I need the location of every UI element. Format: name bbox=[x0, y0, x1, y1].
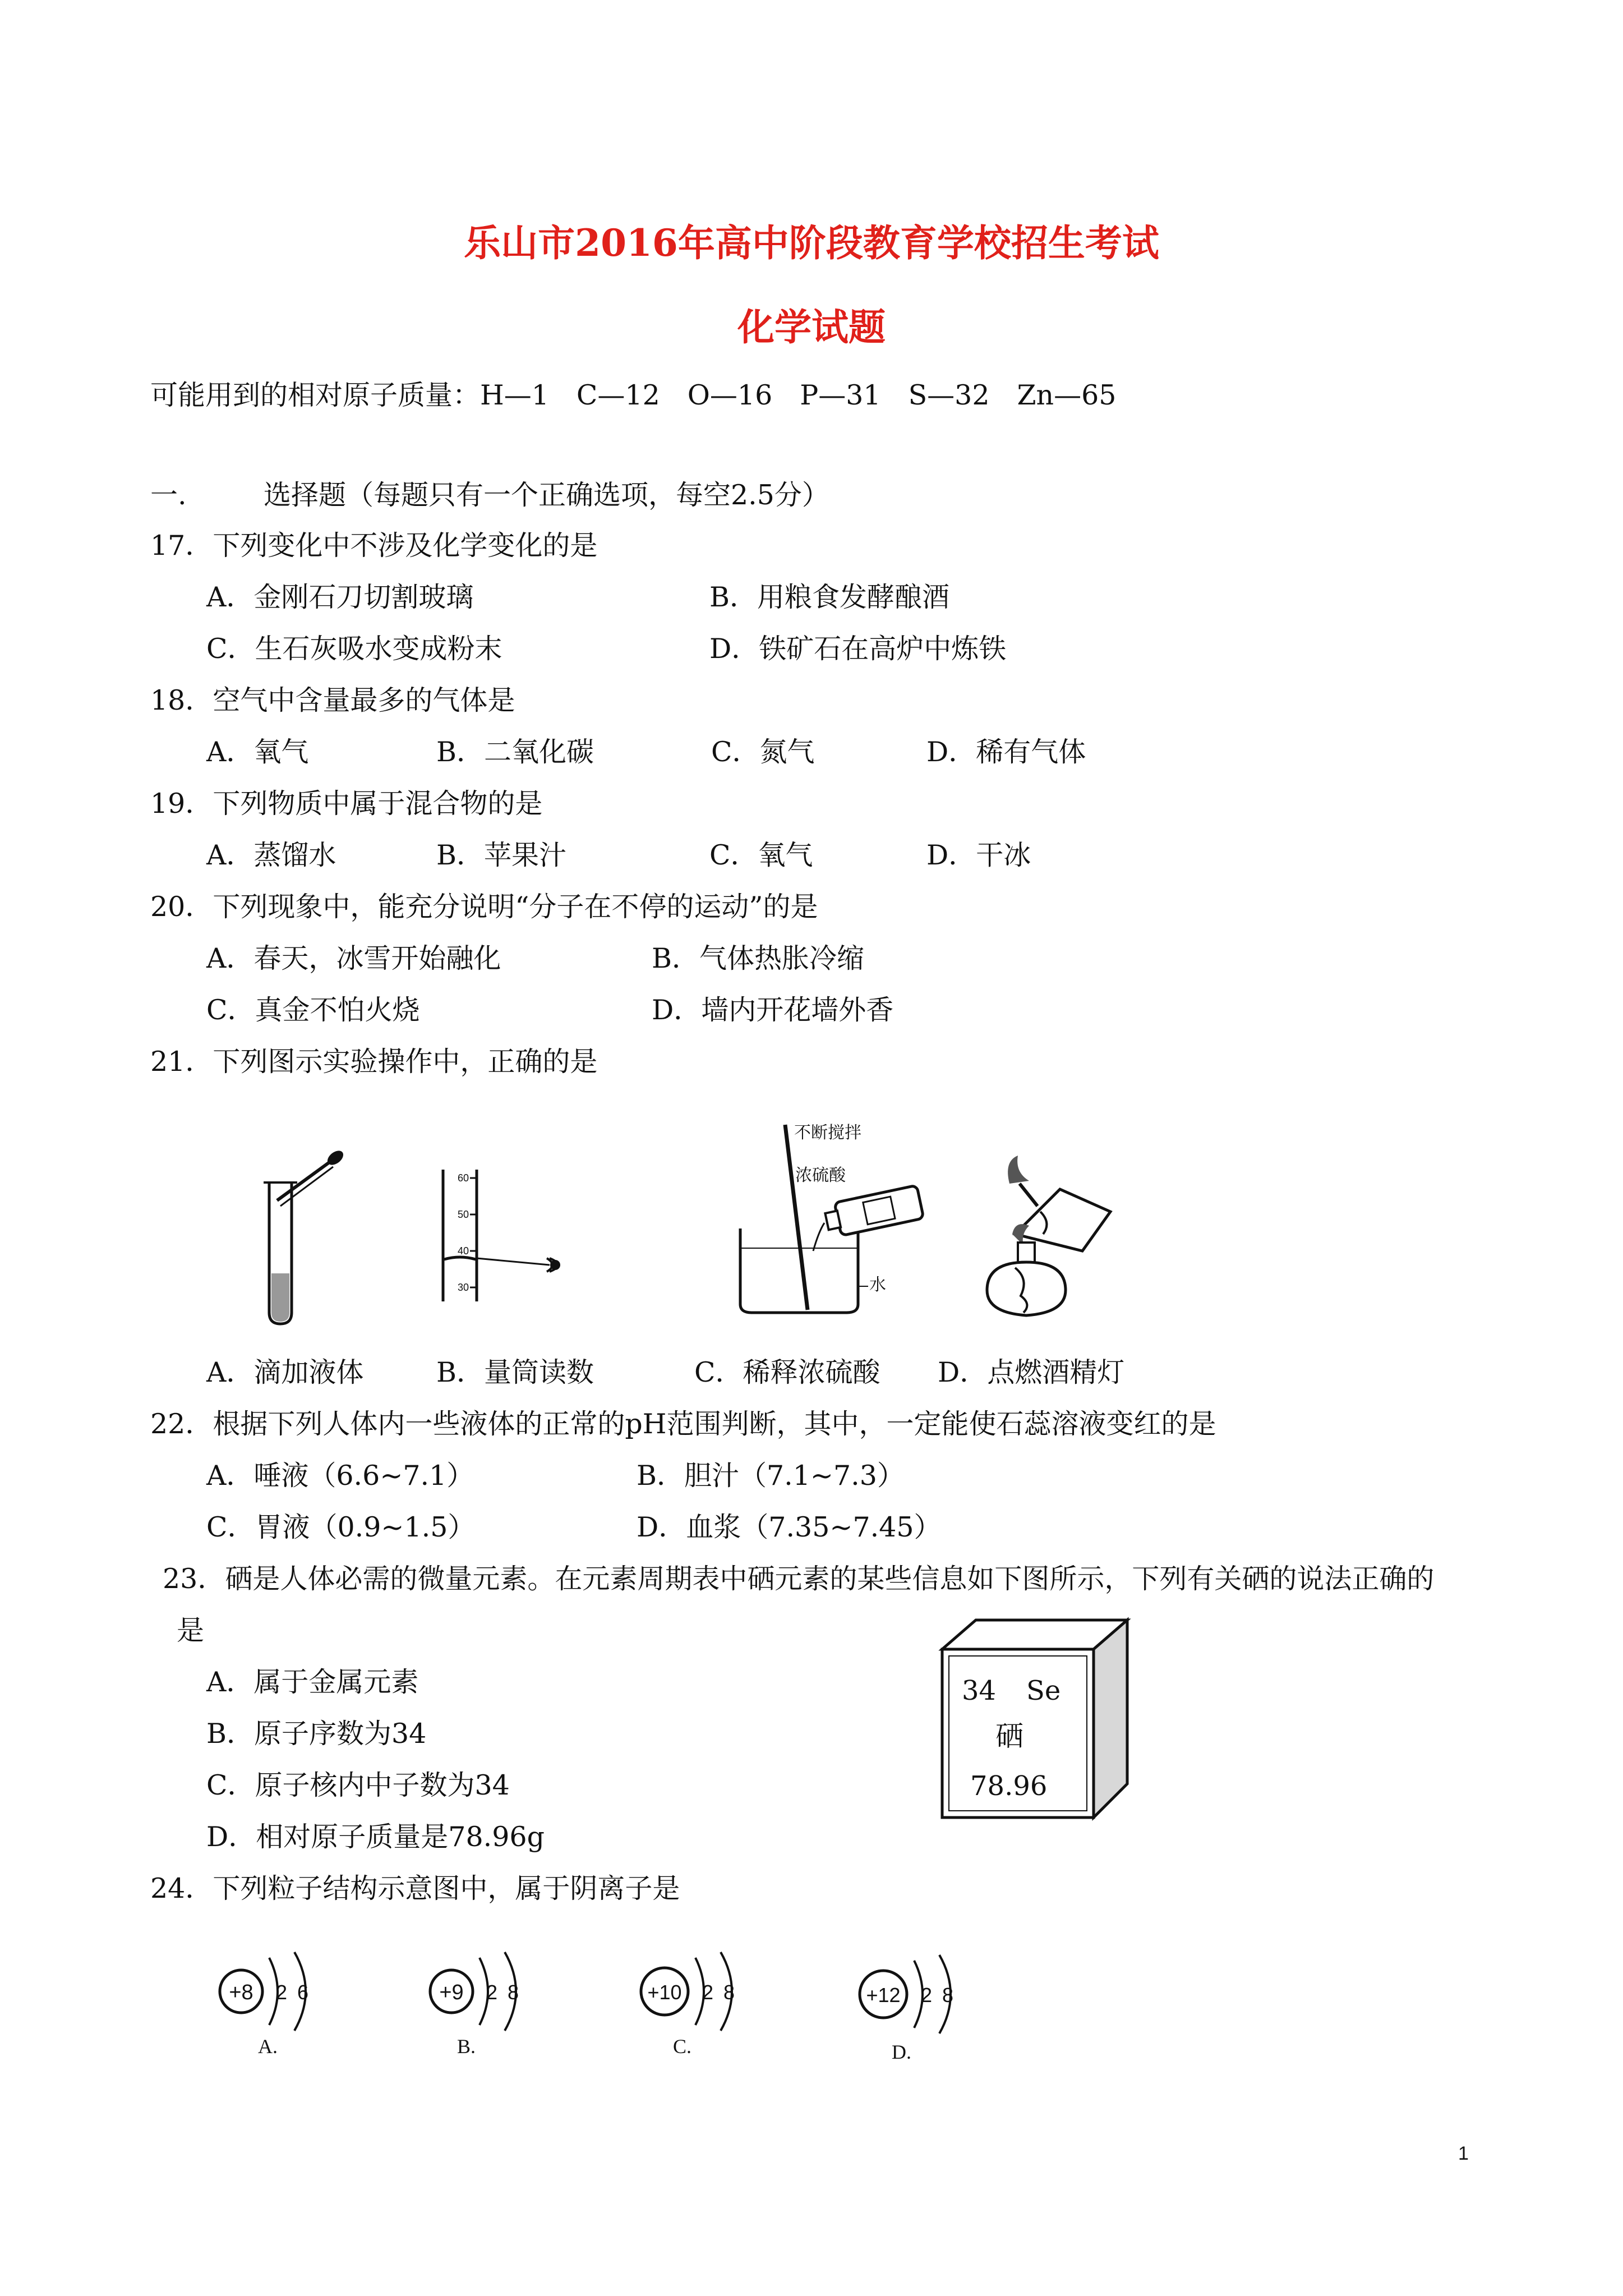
q20-option-c: C．真金不怕火烧 bbox=[206, 994, 420, 1026]
cylinder-tick-label: 60 bbox=[458, 1172, 469, 1184]
q22-option-d: D．血浆（7.35~7.45） bbox=[637, 1511, 942, 1543]
q18-option-b: B．二氧化碳 bbox=[436, 736, 594, 768]
shell-electrons: 6 bbox=[297, 1981, 309, 2004]
q20-option-b: B．气体热胀冷缩 bbox=[652, 942, 865, 974]
page-number: 1 bbox=[1458, 2143, 1469, 2164]
q18-stem: 18．空气中含量最多的气体是 bbox=[150, 684, 515, 716]
q22-option-b: B．胆汁（7.1~7.3） bbox=[637, 1460, 905, 1492]
element-atomic-mass: 78.96 bbox=[970, 1770, 1048, 1802]
label-concentrated-acid: 浓硫酸 bbox=[795, 1166, 846, 1185]
q24-stem: 24．下列粒子结构示意图中，属于阴离子是 bbox=[150, 1872, 680, 1904]
particle-diagram-b bbox=[423, 1947, 558, 2059]
element-tile-selenium bbox=[937, 1616, 1138, 1829]
shell-electrons: 2 bbox=[921, 1984, 933, 2007]
q18-option-c: C．氮气 bbox=[711, 736, 815, 768]
cylinder-tick-label: 30 bbox=[458, 1282, 469, 1293]
q22-option-a: A．唾液（6.6~7.1） bbox=[206, 1460, 474, 1492]
q23-stem-line2: 是 bbox=[177, 1614, 205, 1646]
cylinder-tick-label: 50 bbox=[458, 1209, 469, 1220]
cylinder-tick-label: 40 bbox=[458, 1245, 469, 1257]
nucleus-charge: +8 bbox=[229, 1981, 253, 2004]
label-constant-stirring: 不断搅拌 bbox=[794, 1123, 861, 1143]
q17-option-d: D．铁矿石在高炉中炼铁 bbox=[709, 633, 1007, 665]
nucleus-charge: +9 bbox=[439, 1981, 464, 2004]
q17-option-b: B．用粮食发酵酿酒 bbox=[709, 581, 950, 613]
figure-dropper-test-tube bbox=[247, 1150, 359, 1329]
figure-dilute-acid bbox=[729, 1119, 931, 1327]
diagram-label: D. bbox=[892, 2041, 911, 2063]
atomic-masses: 可能用到的相对原子质量：H—1 C—12 O—16 P—31 S—32 Zn—65 bbox=[150, 379, 1117, 411]
q19-option-c: C．氧气 bbox=[709, 839, 813, 871]
q20-option-d: D．墙内开花墙外香 bbox=[652, 994, 894, 1026]
nucleus-charge: +12 bbox=[866, 1984, 901, 2007]
q19-option-b: B．苹果汁 bbox=[436, 839, 567, 871]
q21-option-c: C．稀释浓硫酸 bbox=[694, 1356, 880, 1388]
diagram-label: B. bbox=[457, 2035, 476, 2058]
q23-option-a: A．属于金属元素 bbox=[206, 1666, 419, 1698]
q19-option-d: D．干冰 bbox=[926, 839, 1031, 871]
exam-title: 乐山市2016年高中阶段教育学校招生考试 bbox=[464, 221, 1159, 265]
shell-electrons: 2 bbox=[276, 1981, 288, 2004]
shell-electrons: 8 bbox=[942, 1984, 954, 2007]
q22-option-c: C．胃液（0.9~1.5） bbox=[206, 1511, 476, 1543]
shell-electrons: 2 bbox=[486, 1981, 498, 2004]
shell-electrons: 8 bbox=[508, 1981, 519, 2004]
q23-option-d: D．相对原子质量是78.96g bbox=[206, 1821, 545, 1853]
q18-option-a: A．氧气 bbox=[206, 736, 309, 768]
q22-stem: 22．根据下列人体内一些液体的正常的pH范围判断，其中，一定能使石蕊溶液变红的是 bbox=[150, 1408, 1216, 1440]
particle-diagram-a bbox=[213, 1947, 348, 2059]
q21-option-b: B．量筒读数 bbox=[436, 1356, 594, 1388]
element-symbol: Se bbox=[1026, 1675, 1061, 1706]
label-water: 水 bbox=[869, 1275, 886, 1295]
element-name: 硒 bbox=[995, 1720, 1023, 1752]
section-number: 一. bbox=[150, 479, 187, 511]
diagram-label: C. bbox=[673, 2035, 692, 2058]
q21-option-d: D．点燃酒精灯 bbox=[938, 1356, 1125, 1388]
particle-diagram-c bbox=[634, 1947, 780, 2059]
exam-subtitle: 化学试题 bbox=[737, 305, 886, 349]
shell-electrons: 2 bbox=[702, 1981, 714, 2004]
q20-option-a: A．春天，冰雪开始融化 bbox=[206, 942, 501, 974]
nucleus-charge: +10 bbox=[647, 1981, 682, 2004]
diagram-label: A. bbox=[258, 2035, 278, 2058]
figure-cylinder-reading bbox=[437, 1164, 600, 1310]
q17-option-c: C．生石灰吸水变成粉末 bbox=[206, 633, 502, 665]
q21-option-a: A．滴加液体 bbox=[206, 1356, 364, 1388]
q19-stem: 19．下列物质中属于混合物的是 bbox=[150, 788, 543, 820]
q21-stem: 21．下列图示实验操作中，正确的是 bbox=[150, 1046, 598, 1078]
figure-alcohol-lamps bbox=[976, 1150, 1122, 1324]
section-heading: 选择题（每题只有一个正确选项，每空2.5分） bbox=[264, 479, 829, 511]
q23-option-b: B．原子序数为34 bbox=[206, 1718, 427, 1750]
q19-option-a: A．蒸馏水 bbox=[206, 839, 336, 871]
q20-stem: 20．下列现象中，能充分说明“分子在不停的运动”的是 bbox=[150, 891, 818, 923]
q17-stem: 17．下列变化中不涉及化学变化的是 bbox=[150, 530, 598, 562]
q17-option-a: A．金刚石刀切割玻璃 bbox=[206, 581, 474, 613]
element-atomic-number: 34 bbox=[962, 1675, 997, 1706]
q23-stem-line1: 23．硒是人体必需的微量元素。在元素周期表中硒元素的某些信息如下图所示，下列有关硒的说法正确的 bbox=[163, 1563, 1435, 1595]
particle-diagram-d bbox=[852, 1947, 998, 2064]
q18-option-d: D．稀有气体 bbox=[926, 736, 1086, 768]
q23-option-c: C．原子核内中子数为34 bbox=[206, 1769, 510, 1801]
shell-electrons: 8 bbox=[723, 1981, 735, 2004]
